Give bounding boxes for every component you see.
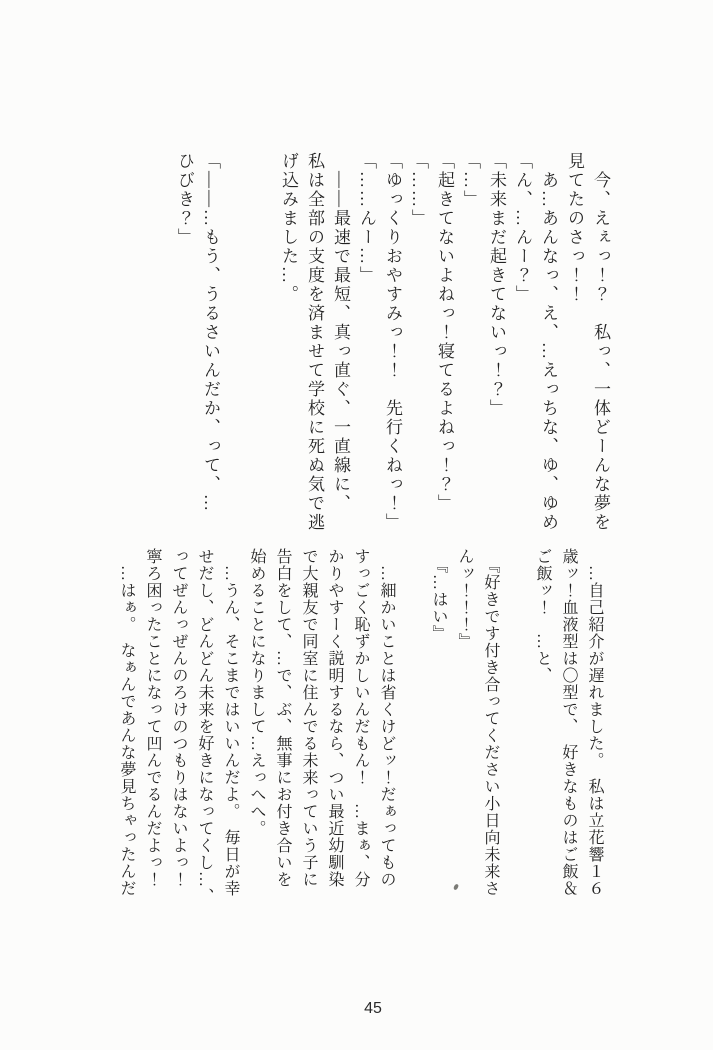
text-column: 始めることになりまして…えっへへ。 (248, 548, 265, 837)
text-block-bottom (113, 548, 607, 904)
text-column: ひびき？」 (175, 152, 194, 247)
text-column: 「……んー…」 (357, 152, 376, 285)
text-column: んッ！！！』 (456, 548, 473, 650)
text-column: 「…」 (461, 152, 480, 209)
text-column: すっごく恥ずかしいんだもん！ …まぁ、分 (352, 548, 369, 888)
text-column: 「――…もう、うるさいんだか、って、… (201, 152, 220, 513)
text-column: 「未来まだ起きてないっ！？」 (487, 152, 506, 418)
text-column: せだし、どんどん未来を好きになってくし…、 (196, 548, 213, 905)
text-column: ご飯ッ！ …と、 (534, 548, 551, 684)
text-column: 歳ッ！血液型は〇型で、 好きなものはご飯＆ (560, 548, 577, 897)
text-column: 告白をして、…で、ぶ、無事にお付き合いを (274, 548, 291, 888)
text-column: げ込みました…。 (279, 152, 298, 304)
text-column: 「……」 (409, 152, 428, 228)
text-column: あ…あんなっ、え、…えっちな、ゆ、ゆめ (539, 152, 558, 532)
text-column: ――最速で最短、真っ直ぐ、一直線に、 (331, 152, 350, 513)
text-column: 私は全部の支度を済ませて学校に死ぬ気で逃 (305, 152, 324, 532)
text-column: 「ゆっくりおやすみっ！！ 先行くねっ！」 (383, 152, 402, 532)
text-column (249, 152, 275, 552)
text-column (399, 548, 425, 904)
text-column: ってぜんっぜんのろけのつもりはないよっ！ (170, 548, 187, 888)
page-number: 45 (364, 1000, 382, 1017)
text-column (503, 548, 529, 904)
text-column: …はぁ。 なぁんであんな夢見ちゃったんだ (118, 548, 135, 897)
text-block-top (171, 152, 613, 552)
text-column: 「起きてないよねっ！寝てるよねっ！？」 (435, 152, 454, 513)
text-column: 寧ろ困ったことになって凹んでるんだよっ！ (144, 548, 161, 888)
text-column: …自己紹介が遅れました。 私は立花響１６ (586, 548, 603, 897)
text-column: 「ん、…んー？」 (513, 152, 532, 304)
text-column: で大親友で同室に住んでる未来っていう子に (300, 548, 317, 888)
text-column: かりやすーく説明するなら、つい最近幼馴染 (326, 548, 343, 888)
text-column: 見てたのさっ！！ (565, 152, 584, 304)
text-column: 『…はい』 (430, 548, 447, 642)
text-column: 今、えぇっ！？ 私っ、一体どーんな夢を (591, 152, 610, 532)
text-column (223, 152, 249, 552)
text-column: …細かいことは省くけどッ！だぁってもの (378, 548, 395, 888)
text-column: …うん、そこまではいいんだよ。 毎日が幸 (222, 548, 239, 897)
text-column: 『好きです付き合ってください小日向未来さ (482, 548, 499, 897)
